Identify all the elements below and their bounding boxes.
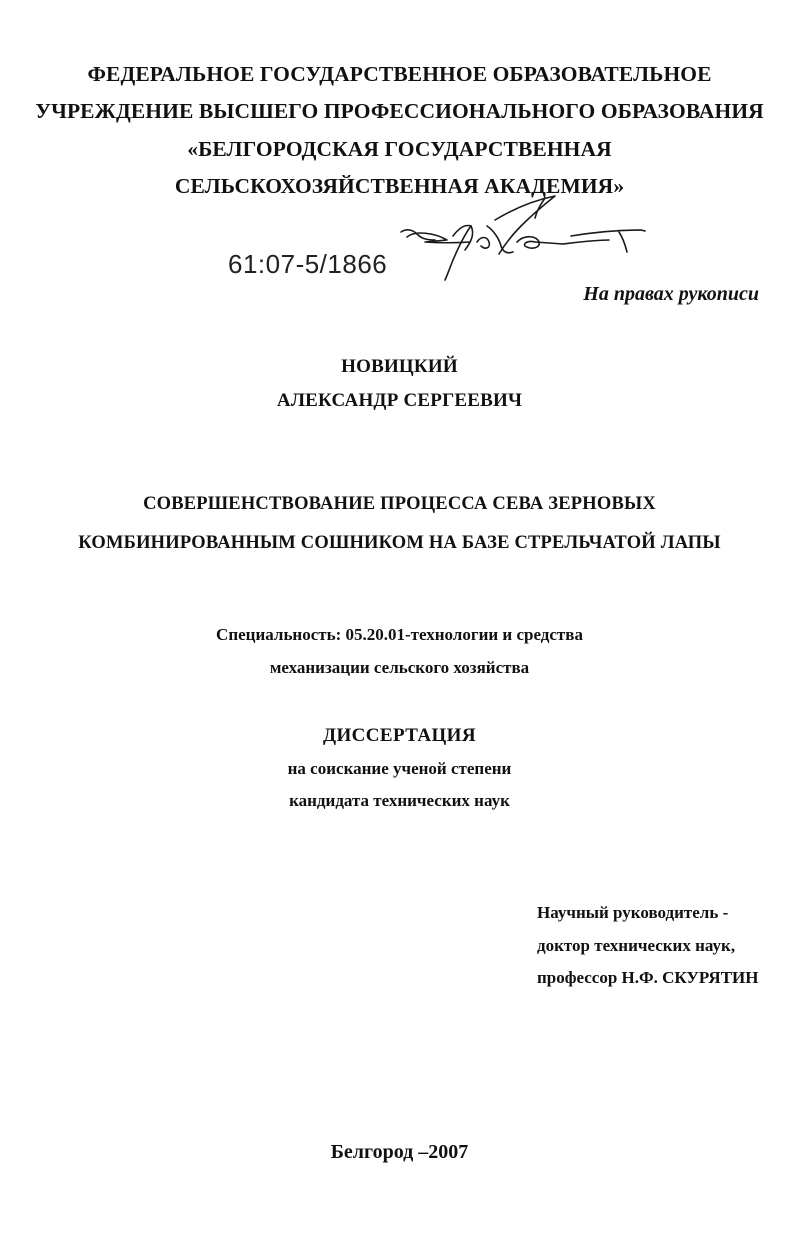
document-type-heading: ДИССЕРТАЦИЯ bbox=[323, 725, 476, 746]
thesis-title-line-2: КОМБИНИРОВАННЫМ СОШНИКОМ НА БАЗЕ СТРЕЛЬЧАТОЙ ЛАПЫ bbox=[78, 533, 721, 553]
author-name: АЛЕКСАНДР СЕРГЕЕВИЧ bbox=[276, 390, 523, 411]
city-year: Белгород –2007 bbox=[330, 1141, 469, 1163]
degree-line-2: кандидата технических наук bbox=[289, 791, 510, 810]
institution-line-2: УЧРЕЖДЕНИЕ ВЫСШЕГО ПРОФЕССИОНАЛЬНОГО ОБРАЗОВАНИЯ bbox=[35, 99, 764, 123]
author-surname: НОВИЦКИЙ bbox=[341, 356, 458, 377]
signature-image bbox=[395, 190, 655, 290]
institution-line-1: ФЕДЕРАЛЬНОЕ ГОСУДАРСТВЕННОЕ ОБРАЗОВАТЕЛЬНОЕ bbox=[87, 62, 712, 86]
institution-line-4: СЕЛЬСКОХОЗЯЙСТВЕННАЯ АКАДЕМИЯ» bbox=[174, 174, 625, 198]
archive-code: 61:07-5/1866 bbox=[228, 249, 388, 279]
specialty-line-1: Специальность: 05.20.01-технологии и средства bbox=[216, 625, 583, 644]
advisor-line-2: доктор технических наук, bbox=[537, 936, 736, 955]
advisor-line-3: профессор Н.Ф. СКУРЯТИН bbox=[537, 968, 759, 987]
rights-note: На правах рукописи bbox=[583, 283, 759, 305]
specialty-line-2: механизации сельского хозяйства bbox=[269, 658, 530, 677]
degree-line-1: на соискание ученой степени bbox=[287, 759, 512, 778]
advisor-line-1: Научный руководитель - bbox=[537, 903, 729, 922]
thesis-title-line-1: СОВЕРШЕНСТВОВАНИЕ ПРОЦЕССА СЕВА ЗЕРНОВЫХ bbox=[143, 494, 656, 514]
institution-line-3: «БЕЛГОРОДСКАЯ ГОСУДАРСТВЕННАЯ bbox=[187, 137, 612, 161]
